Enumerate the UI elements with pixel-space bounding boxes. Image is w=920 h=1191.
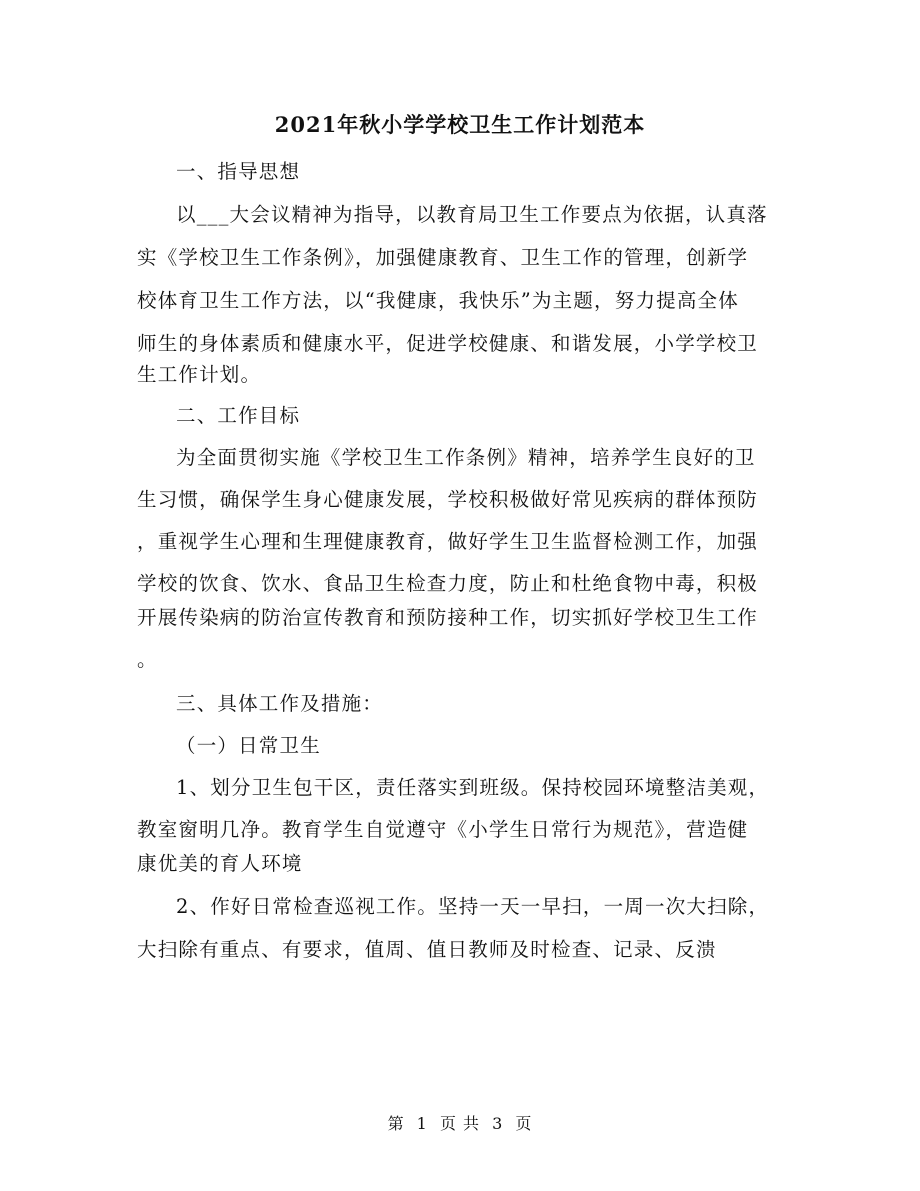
paragraph-line: 学校的饮食、饮水、食品卫生检查力度，防止和杜绝食物中毒，积极 <box>137 572 759 595</box>
paragraph-line: 康优美的育人环境 <box>137 852 303 875</box>
paragraph-line: ，重视学生心理和生理健康教育，做好学生卫生监督检测工作，加强 <box>137 530 759 553</box>
paragraph-line: 教室窗明几净。教育学生自觉遵守《小学生日常行为规范》，营造健 <box>137 818 749 841</box>
page-footer <box>0 1113 920 1135</box>
footer-total-pages: 3 <box>492 1114 504 1133</box>
section-heading-guiding-ideology: 一、指导思想 <box>176 160 301 183</box>
section-heading-measures: 三、具体工作及措施： <box>176 692 384 715</box>
footer-suffix: 页 <box>515 1114 533 1133</box>
paragraph-line: 。 <box>137 648 158 671</box>
paragraph-line: 为全面贯彻实施《学校卫生工作条例》精神，培养学生良好的卫 <box>176 446 756 469</box>
subsection-heading-daily-hygiene: （一）日常卫生 <box>176 734 321 757</box>
paragraph-line: 校体育卫生工作方法，以“我健康，我快乐”为主题，努力提高全体 <box>137 289 739 312</box>
paragraph-line: 1、划分卫生包干区，责任落实到班级。保持校园环境整洁美观， <box>176 776 770 799</box>
paragraph-line: 大扫除有重点、有要求，值周、值日教师及时检查、记录、反溃 <box>137 938 717 961</box>
footer-page-number: 1 <box>416 1114 428 1133</box>
paragraph-line: 以___大会议精神为指导，以教育局卫生工作要点为依据，认真落 <box>176 203 768 226</box>
paragraph-line: 2、作好日常检查巡视工作。坚持一天一早扫，一周一次大扫除， <box>176 895 770 918</box>
section-heading-work-goals: 二、工作目标 <box>176 404 301 427</box>
page-title: 2021年秋小学学校卫生工作计划范本 <box>274 112 646 137</box>
footer-prefix: 第 <box>387 1114 405 1133</box>
paragraph-line: 生习惯，确保学生身心健康发展，学校积极做好常见疾病的群体预防 <box>137 488 759 511</box>
footer-middle: 页 共 <box>439 1114 481 1133</box>
paragraph-line: 师生的身体素质和健康水平，促进学校健康、和谐发展，小学学校卫 <box>137 332 759 355</box>
paragraph-line: 生工作计划。 <box>137 363 262 386</box>
paragraph-line: 实《学校卫生工作条例》，加强健康教育、卫生工作的管理，创新学 <box>137 246 749 269</box>
paragraph-line: 开展传染病的防治宣传教育和预防接种工作，切实抓好学校卫生工作 <box>137 606 759 629</box>
